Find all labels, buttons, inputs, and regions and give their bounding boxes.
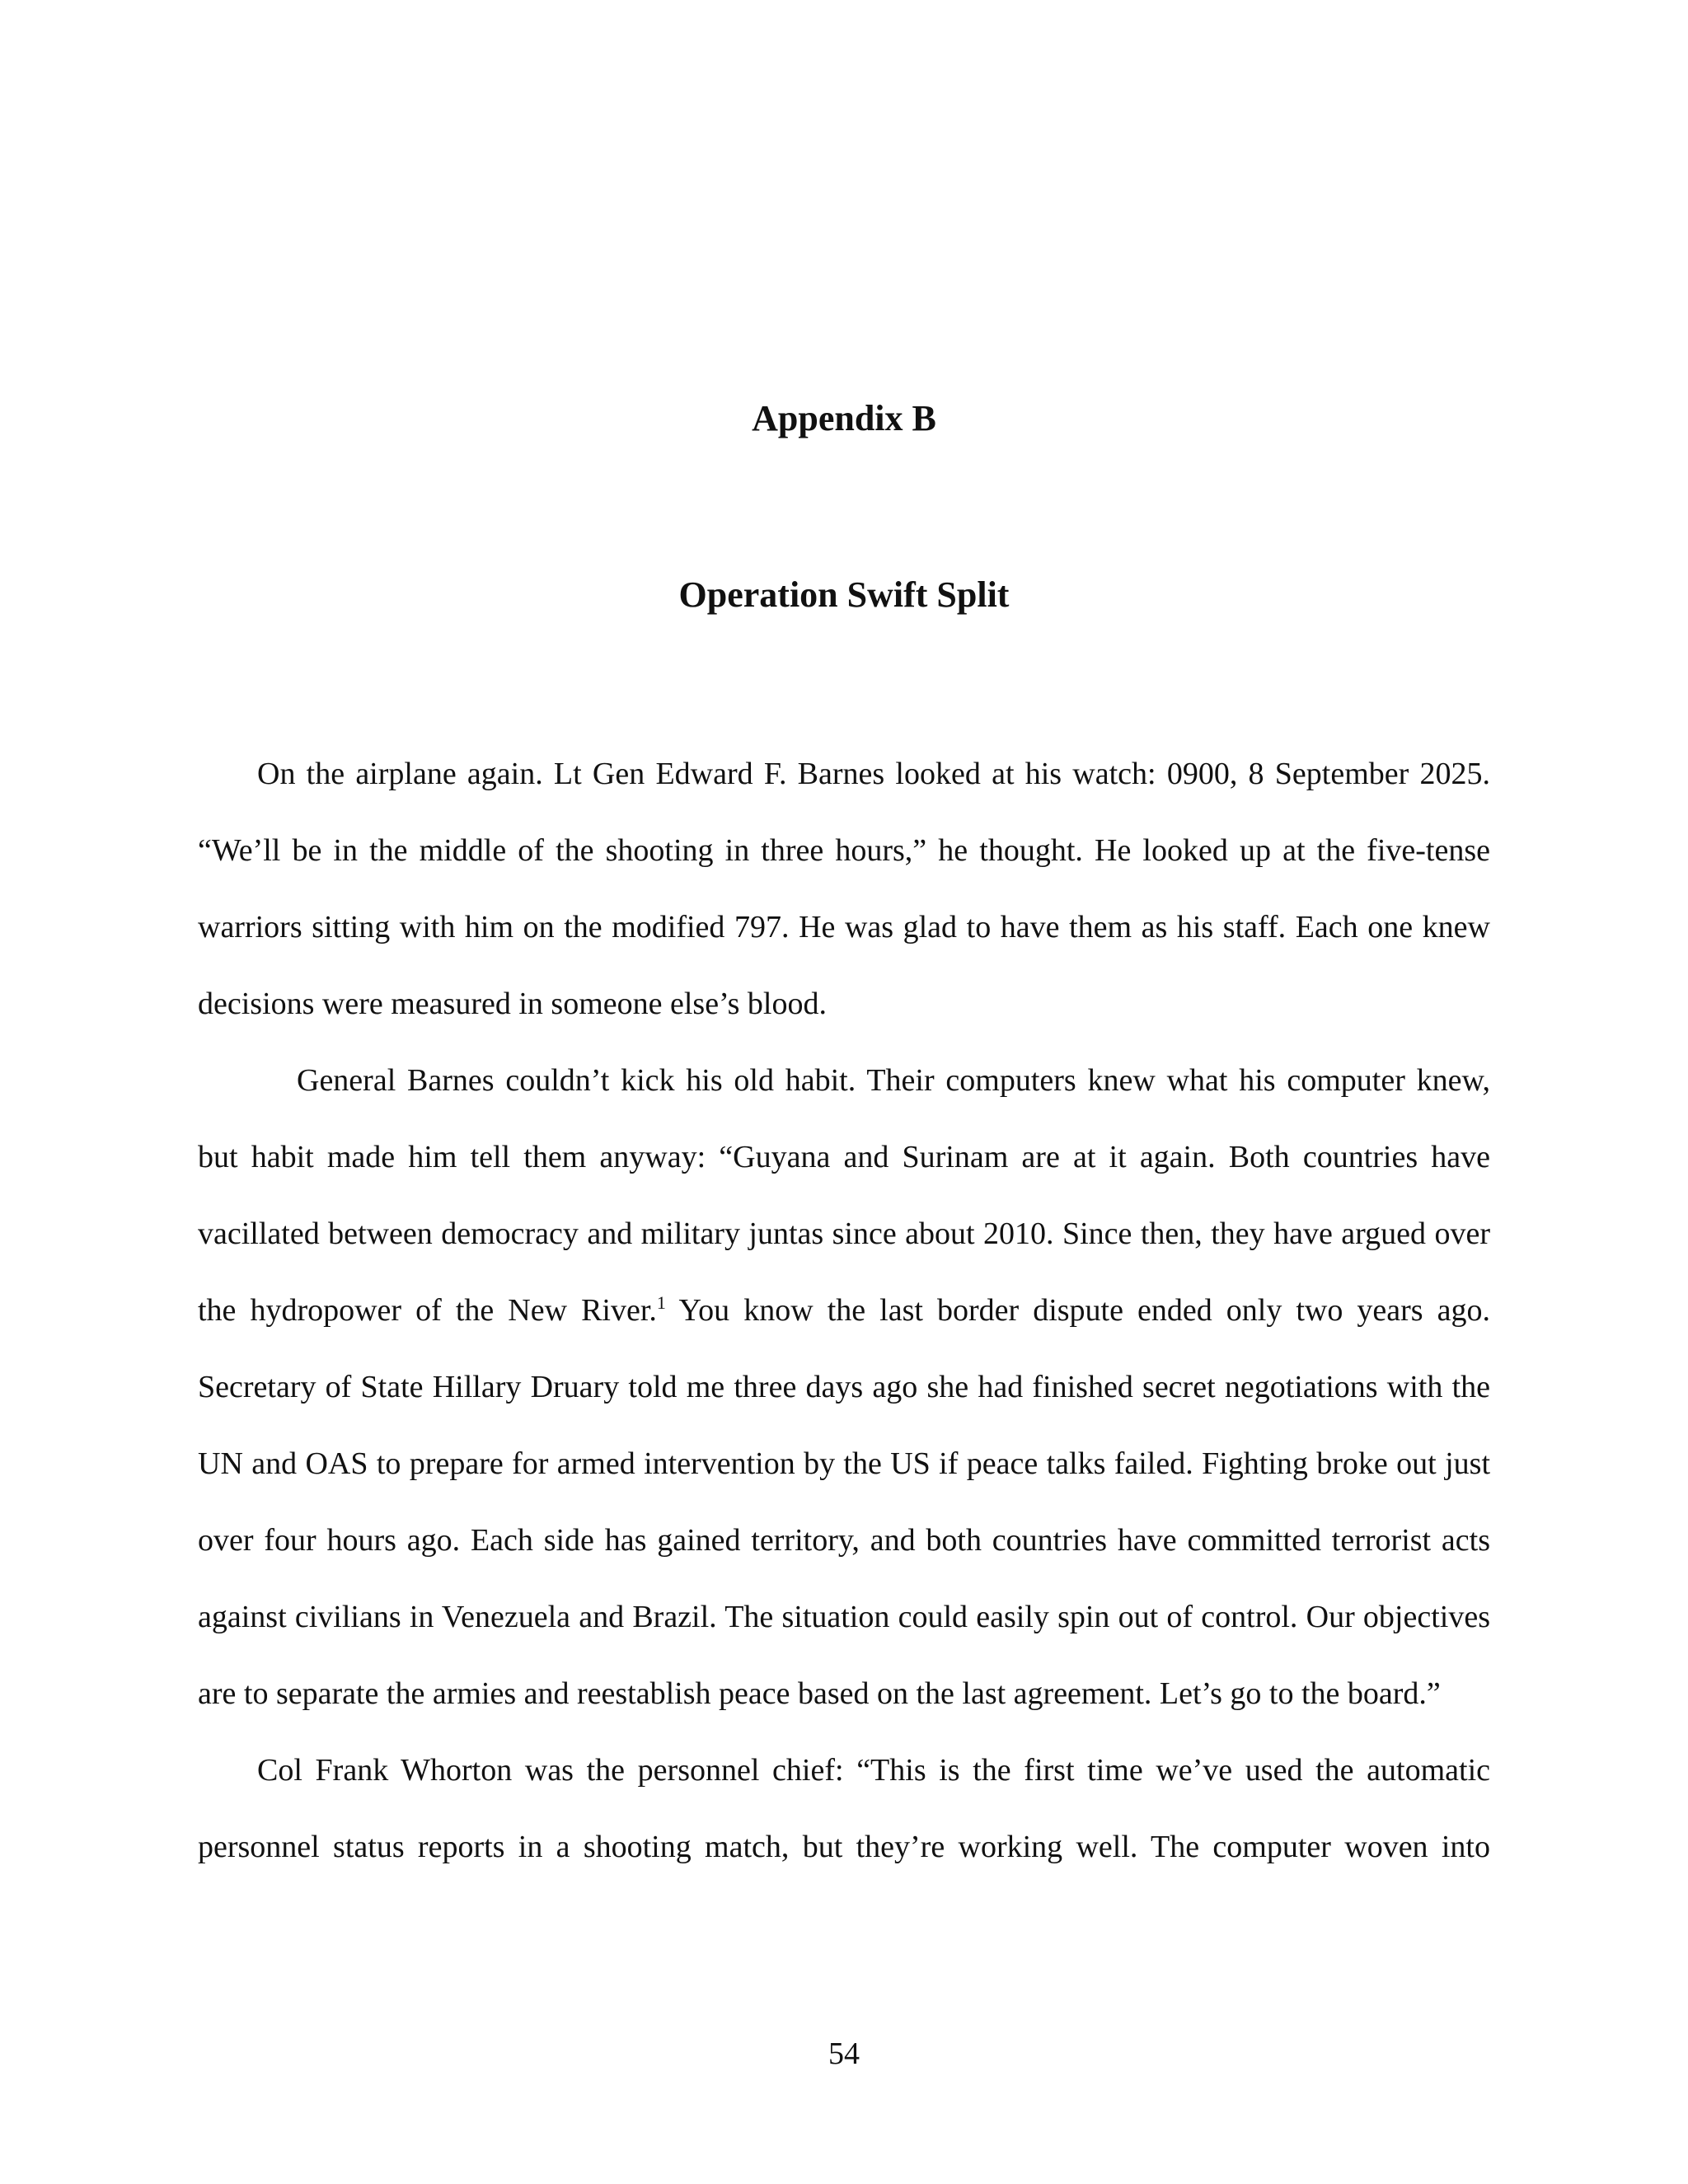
paragraph-2-continued: You know the last border dispute ended only two years ago. Secretary of State Hillary Druary told me three days ago she had finished secret negotiations with the UN and OAS to prepare for armed intervention by the US if peace talks failed. Fighting broke out just over four hours ago. Each side has gained territory, and both countries have committed terrorist acts against civilians in Venezuela and Brazil. The situation could easily spin out of control. Our objectives are to separate the armies and reestablish peace based on the last agreement. Let’s go to the board.” (198, 1293, 1490, 1711)
section-title: Operation Swift Split (678, 574, 1010, 615)
paragraph-2-text: General Barnes couldn’t kick his old habit. Their computers knew what his computer knew, but habit made him tell them anyway: “Guyana and Surinam are at it again. Both countries have vacillated between democracy and military juntas since about 2010. Since then, they have argued over the hydropower of the New River. (198, 1063, 1490, 1328)
footnote-marker: 1 (656, 1292, 666, 1313)
paragraph-3: Col Frank Whorton was the personnel chief: “This is the first time we’ve used the automatic personnel status reports in a shooting match, but they’re working well. The computer woven into (198, 1753, 1490, 1864)
page-number: 54 (828, 2036, 860, 2071)
body-text (198, 736, 1490, 1886)
appendix-heading: Appendix B (752, 398, 936, 438)
paragraph-1: On the airplane again. Lt Gen Edward F. Barnes looked at his watch: 0900, 8 September 2025. “We’ll be in the middle of the shooting in three hours,” he thought. He looked up at the five-tense warriors sitting with him on the modified 797. He was glad to have them as his staff. Each one knew decisions were measured in someone else’s blood. (198, 757, 1490, 1021)
paragraph-2 (198, 1043, 1490, 1732)
